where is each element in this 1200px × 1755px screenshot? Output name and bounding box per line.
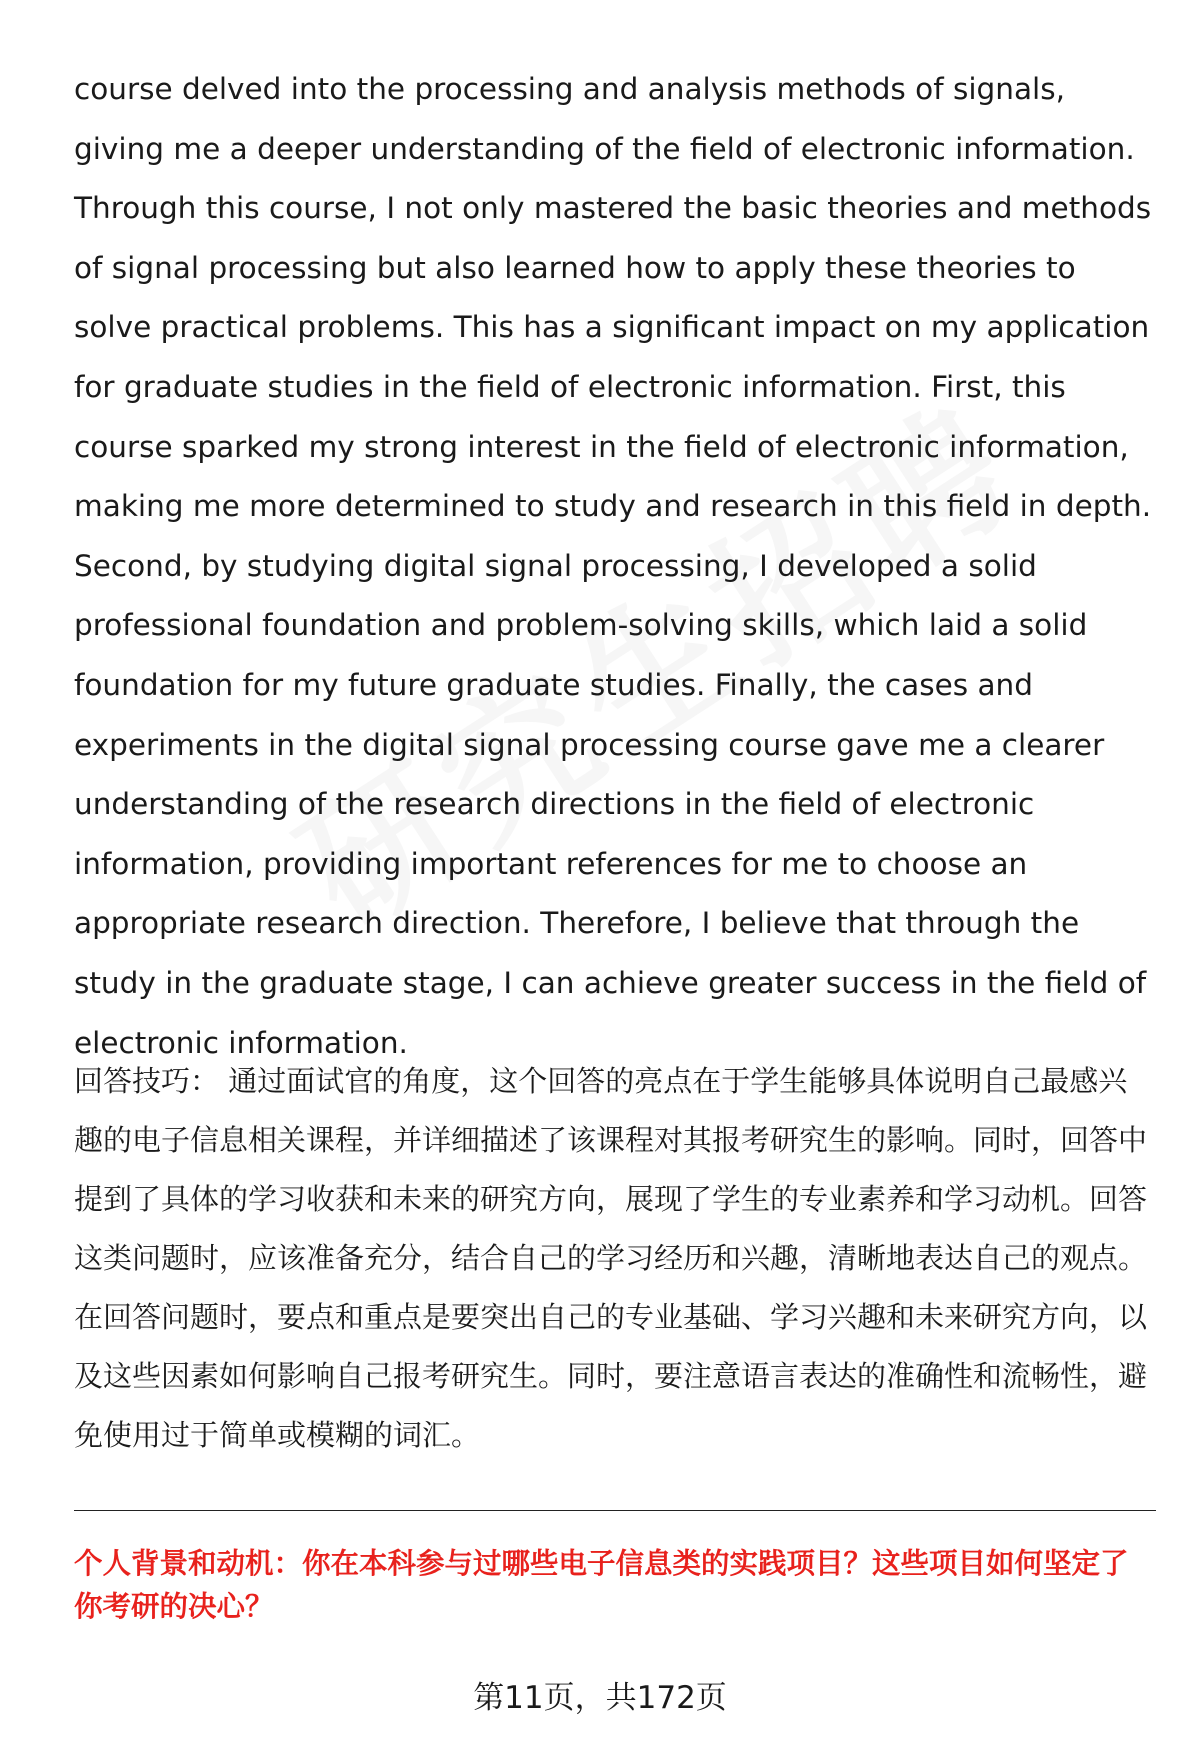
section-divider bbox=[74, 1510, 1156, 1511]
page-number-footer: 第11页，共172页 bbox=[473, 1680, 727, 1716]
answer-tips-paragraph: 回答技巧： 通过面试官的角度，这个回答的亮点在于学生能够具体说明自己最感兴趣的电子信息相关课程，并详细描述了该课程对其报考研究生的影响。同时，回答中提到了具体的学习收获和未来的研究方向，展现了学生的专业素养和学习动机。回答这类问题时，应该准备充分，结合自己的学习经历和兴趣，清晰地表达自己的观点。在回答问题时，要点和重点是要突出自己的专业基础、学习兴趣和未来研究方向，以及这些因素如何影响自己报考研究生。同时，要注意语言表达的准确性和流畅性，避免使用过于简单或模糊的词汇。 bbox=[74, 1064, 1148, 1452]
question-heading: 个人背景和动机：你在本科参与过哪些电子信息类的实践项目？这些项目如何坚定了你考研的决心？ bbox=[74, 1547, 1129, 1623]
answer-english-paragraph: course delved into the processing and analysis methods of signals, giving me a deeper understanding of the field of electronic information. Through this course, I not only mastered the basic theories and methods of signal processing but also learned how to apply these theories to solve practical problems. This has a significant impact on my application for graduate studies in the field of electronic information. First, this course sparked my strong interest in the field of electronic information, making me more determined to study and research in this field in depth. Second, by studying digital signal processing, I developed a solid professional foundation and problem-solving skills, which laid a solid foundation for my future graduate studies. Finally, the cases and experiments in the digital signal processing course gave me a clearer understanding of the research directions in the field of electronic information, providing important references for me to choose an appropriate research direction. Therefore, I believe that through the study in the graduate stage, I can achieve greater success in the field of electronic information. bbox=[74, 72, 1152, 1060]
